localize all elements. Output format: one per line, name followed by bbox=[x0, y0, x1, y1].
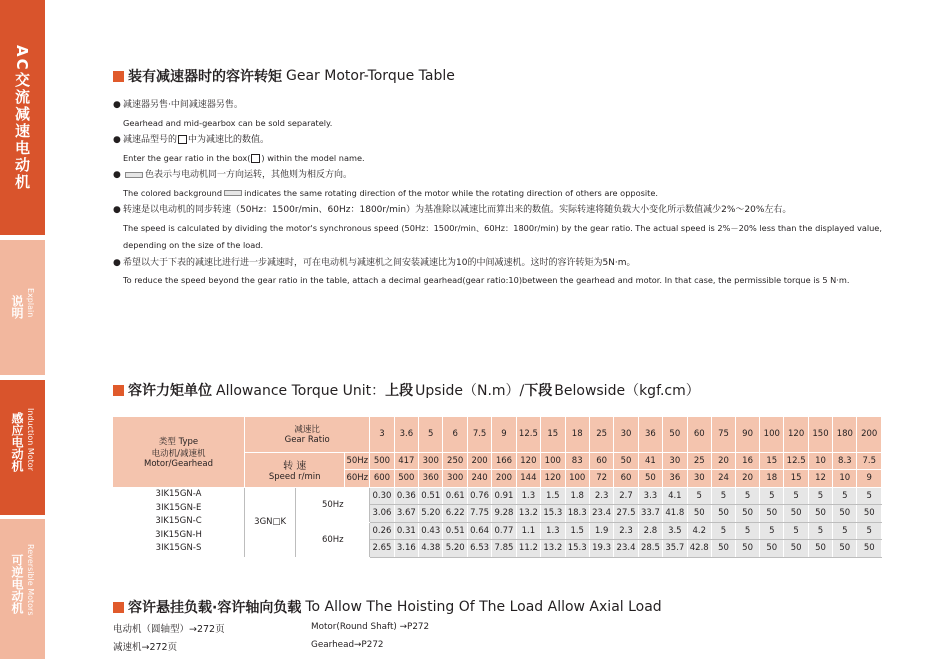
type-sub: 电动机/减速机 bbox=[151, 448, 206, 459]
torque-cell: 11.2 bbox=[516, 540, 540, 558]
torque-cell: 1.8 bbox=[565, 487, 589, 505]
speed50-cell: 200 bbox=[467, 452, 491, 470]
ratio-cell: 6 bbox=[443, 417, 467, 452]
type-en: Motor/Gearhead bbox=[144, 458, 214, 469]
torque-cell: 4.2 bbox=[687, 522, 711, 540]
torque-cell: 5 bbox=[833, 522, 857, 540]
torque-cell: 0.61 bbox=[443, 487, 467, 505]
note-item-en: Gearhead and mid-gearbox can be sold separately. bbox=[123, 117, 333, 128]
motor-models-cell bbox=[113, 487, 245, 557]
note-item: ● 转速是以电动机的同步转速（50Hz：1500r/min、60Hz：1800r/min）为基准除以减速比而算出来的数值。实际转速将随负载大小变化所示数值减少2%～20%左右。 bbox=[113, 205, 792, 215]
ratio-cell: 90 bbox=[736, 417, 760, 452]
torque-cell: 28.5 bbox=[638, 540, 662, 558]
ratio-cell: 36 bbox=[638, 417, 662, 452]
ratio-label-cn: 减速比 bbox=[294, 425, 320, 436]
torque-cell: 1.3 bbox=[516, 487, 540, 505]
torque-cell: 5 bbox=[857, 487, 882, 505]
torque-cell: 0.43 bbox=[419, 522, 443, 540]
torque-cell: 3.06 bbox=[370, 505, 394, 523]
speed50-cell: 15 bbox=[760, 452, 784, 470]
note-item-en: The speed is calculated by dividing the motor's synchronous speed (50Hz：1500r/min、60Hz：1800r/min) by the gear ratio. The actual speed is 2%－20% less than the displayed value, depending on the size of the load. bbox=[123, 222, 882, 250]
ratio-label-en: Gear Ratio bbox=[284, 435, 330, 446]
tab-label: 感应电动机 bbox=[10, 412, 24, 472]
speed50-cell: 100 bbox=[541, 452, 565, 470]
ratio-cell: 12.5 bbox=[516, 417, 540, 452]
torque-cell: 15.3 bbox=[565, 540, 589, 558]
torque-cell: 5.20 bbox=[443, 540, 467, 558]
speed60-cell: 100 bbox=[565, 470, 589, 488]
torque-cell: 42.8 bbox=[687, 540, 711, 558]
torque-cell: 0.91 bbox=[492, 487, 516, 505]
speed50-cell: 8.3 bbox=[833, 452, 857, 470]
section-heading-gear-motor-torque: 装有减速器时的容许转矩 Gear Motor-Torque Table bbox=[113, 66, 455, 86]
torque-cell: 2.3 bbox=[614, 522, 638, 540]
torque-cell: 0.36 bbox=[394, 487, 418, 505]
torque-cell: 3.16 bbox=[394, 540, 418, 558]
torque-cell: 9.28 bbox=[492, 505, 516, 523]
torque-cell: 0.77 bbox=[492, 522, 516, 540]
speed60-cell: 30 bbox=[687, 470, 711, 488]
torque-cell: 7.85 bbox=[492, 540, 516, 558]
ratio-cell: 50 bbox=[663, 417, 687, 452]
torque-cell: 5 bbox=[808, 487, 832, 505]
speed50-cell: 10 bbox=[808, 452, 832, 470]
torque-cell: 5 bbox=[711, 522, 735, 540]
torque-cell: 5 bbox=[833, 487, 857, 505]
motor-model: 3IK15GN-E bbox=[155, 502, 202, 513]
torque-cell: 2.7 bbox=[614, 487, 638, 505]
torque-cell: 2.65 bbox=[370, 540, 394, 558]
square-bullet-icon bbox=[113, 385, 124, 396]
hz60-label: 60Hz bbox=[345, 470, 370, 488]
torque-cell: 5 bbox=[711, 487, 735, 505]
speed60-cell: 36 bbox=[663, 470, 687, 488]
torque-cell: 2.8 bbox=[638, 522, 662, 540]
torque-cell: 50 bbox=[784, 540, 808, 558]
speed60-cell: 600 bbox=[370, 470, 394, 488]
note-item-en: The colored background indicates the same rotating direction of the motor while the rotating direction of others are opposite. bbox=[123, 187, 658, 198]
gearhead-cell: 3GN□K bbox=[245, 487, 296, 557]
tab-label-en: Explain bbox=[26, 288, 35, 318]
ref-gearhead-en[interactable]: Gearhead→P272 bbox=[311, 640, 384, 650]
speed60-cell: 15 bbox=[784, 470, 808, 488]
square-bullet-icon bbox=[113, 71, 124, 82]
speed50-cell: 60 bbox=[589, 452, 613, 470]
torque-cell: 1.5 bbox=[541, 487, 565, 505]
ratio-cell: 150 bbox=[808, 417, 832, 452]
torque-cell: 0.51 bbox=[419, 487, 443, 505]
torque-cell: 1.5 bbox=[565, 522, 589, 540]
ratio-cell: 180 bbox=[833, 417, 857, 452]
tab-explain[interactable] bbox=[0, 240, 45, 375]
ratio-cell: 200 bbox=[857, 417, 882, 452]
speed60-cell: 300 bbox=[443, 470, 467, 488]
gear-ratio-header bbox=[245, 417, 370, 452]
speed60-cell: 500 bbox=[394, 470, 418, 488]
ratio-cell: 3.6 bbox=[394, 417, 418, 452]
hz-label: 50Hz bbox=[296, 487, 370, 522]
speed-label-cn: 转 速 bbox=[283, 461, 307, 472]
speed50-cell: 25 bbox=[687, 452, 711, 470]
ref-gearhead-cn[interactable]: 减速机→272页 bbox=[113, 642, 178, 653]
torque-cell: 50 bbox=[833, 540, 857, 558]
speed50-cell: 41 bbox=[638, 452, 662, 470]
tab-label: AC交流减速电动机 bbox=[13, 45, 31, 191]
notes-list bbox=[113, 97, 888, 290]
note-item-en: Enter the gear ratio in the box( ) within the model name. bbox=[123, 152, 365, 163]
torque-cell: 50 bbox=[784, 505, 808, 523]
ratio-cell: 60 bbox=[687, 417, 711, 452]
torque-cell: 50 bbox=[711, 540, 735, 558]
ratio-cell: 7.5 bbox=[467, 417, 491, 452]
torque-cell: 5 bbox=[687, 487, 711, 505]
ref-motor-cn[interactable]: 电动机（圆轴型）→272页 bbox=[113, 624, 225, 635]
torque-cell: 50 bbox=[857, 505, 882, 523]
type-header bbox=[113, 417, 245, 487]
torque-cell: 50 bbox=[711, 505, 735, 523]
motor-model: 3IK15GN-A bbox=[155, 489, 202, 500]
speed60-cell: 9 bbox=[857, 470, 882, 488]
torque-cell: 0.64 bbox=[467, 522, 491, 540]
speed-label-en: Speed r/min bbox=[268, 472, 321, 482]
note-item: ● 希望以大于下表的减速比进行进一步减速时，可在电动机与减速机之间安装减速比为10的中间减速机。这时的容许转矩为5N·m。 bbox=[113, 257, 636, 268]
torque-cell: 23.4 bbox=[589, 505, 613, 523]
torque-cell: 6.22 bbox=[443, 505, 467, 523]
gray-swatch-icon bbox=[224, 190, 242, 196]
box-icon bbox=[178, 135, 187, 144]
torque-cell: 18.3 bbox=[565, 505, 589, 523]
torque-cell: 35.7 bbox=[663, 540, 687, 558]
torque-cell: 50 bbox=[736, 540, 760, 558]
ratio-cell: 30 bbox=[614, 417, 638, 452]
speed50-cell: 83 bbox=[565, 452, 589, 470]
note-item: ● 色表示与电动机同一方向运转，其他则为相反方向。 bbox=[113, 170, 353, 180]
tab-induction-motor[interactable] bbox=[0, 380, 45, 515]
ratio-cell: 120 bbox=[784, 417, 808, 452]
section-heading-hoisting-load: 容许悬挂负载·容许轴向负载 To Allow The Hoisting Of The Load Allow Axial Load bbox=[113, 597, 662, 617]
torque-cell: 6.53 bbox=[467, 540, 491, 558]
speed50-cell: 500 bbox=[370, 452, 394, 470]
torque-cell: 27.5 bbox=[614, 505, 638, 523]
type-label: 类型 Type bbox=[158, 436, 199, 447]
torque-cell: 1.1 bbox=[516, 522, 540, 540]
tab-label: 可逆电动机 bbox=[10, 554, 24, 614]
ratio-cell: 18 bbox=[565, 417, 589, 452]
torque-cell: 15.3 bbox=[541, 505, 565, 523]
speed50-cell: 16 bbox=[736, 452, 760, 470]
torque-cell: 23.4 bbox=[614, 540, 638, 558]
square-bullet-icon bbox=[113, 602, 124, 613]
ratio-cell: 75 bbox=[711, 417, 735, 452]
tab-label-en: Induction Motor bbox=[26, 408, 35, 471]
hz-label: 60Hz bbox=[296, 522, 370, 557]
ratio-cell: 9 bbox=[492, 417, 516, 452]
torque-cell: 50 bbox=[808, 505, 832, 523]
ratio-cell: 15 bbox=[541, 417, 565, 452]
torque-cell: 3.3 bbox=[638, 487, 662, 505]
speed60-cell: 24 bbox=[711, 470, 735, 488]
torque-cell: 50 bbox=[760, 540, 784, 558]
torque-cell: 5 bbox=[857, 522, 882, 540]
note-item-en: To reduce the speed beyond the gear ratio in the table, attach a decimal gearhead(gear ratio:10)between the gearhead and motor. In that case, the permissible torque is 5 N·m. bbox=[123, 275, 850, 285]
speed50-cell: 20 bbox=[711, 452, 735, 470]
speed50-cell: 12.5 bbox=[784, 452, 808, 470]
torque-cell: 2.3 bbox=[589, 487, 613, 505]
motor-model: 3IK15GN-S bbox=[155, 543, 202, 554]
tab-label-en: Reversible Motors bbox=[26, 544, 35, 616]
tab-ac-gear-motor[interactable] bbox=[0, 0, 45, 235]
torque-cell: 5 bbox=[784, 522, 808, 540]
speed60-cell: 50 bbox=[638, 470, 662, 488]
speed50-cell: 300 bbox=[419, 452, 443, 470]
speed50-cell: 120 bbox=[516, 452, 540, 470]
speed60-cell: 10 bbox=[833, 470, 857, 488]
ratio-cell: 25 bbox=[589, 417, 613, 452]
speed60-cell: 240 bbox=[467, 470, 491, 488]
ratio-cell: 100 bbox=[760, 417, 784, 452]
speed60-cell: 200 bbox=[492, 470, 516, 488]
speed50-cell: 30 bbox=[663, 452, 687, 470]
torque-cell: 0.51 bbox=[443, 522, 467, 540]
speed-header bbox=[245, 452, 345, 487]
speed60-cell: 12 bbox=[808, 470, 832, 488]
speed50-cell: 250 bbox=[443, 452, 467, 470]
tab-label: 说明 bbox=[10, 295, 24, 319]
section-heading-allowance-torque: 容许力矩单位 Allowance Torque Unit： 上段 Upside（N.m）/ 下段 Belowside（kgf.cm） bbox=[113, 380, 700, 400]
speed60-cell: 18 bbox=[760, 470, 784, 488]
speed60-cell: 72 bbox=[589, 470, 613, 488]
torque-cell: 1.3 bbox=[541, 522, 565, 540]
motor-model: 3IK15GN-H bbox=[155, 529, 202, 540]
note-item: ● 减速品型号的 中为减速比的数值。 bbox=[113, 135, 270, 145]
gray-swatch-icon bbox=[125, 172, 143, 178]
torque-cell: 50 bbox=[687, 505, 711, 523]
torque-cell: 1.9 bbox=[589, 522, 613, 540]
torque-cell: 41.8 bbox=[663, 505, 687, 523]
speed60-cell: 20 bbox=[736, 470, 760, 488]
torque-cell: 50 bbox=[808, 540, 832, 558]
torque-cell: 19.3 bbox=[589, 540, 613, 558]
torque-cell: 50 bbox=[736, 505, 760, 523]
torque-cell: 5 bbox=[808, 522, 832, 540]
speed60-cell: 60 bbox=[614, 470, 638, 488]
tab-reversible-motors[interactable] bbox=[0, 519, 45, 659]
torque-cell: 13.2 bbox=[541, 540, 565, 558]
torque-cell: 50 bbox=[760, 505, 784, 523]
torque-cell: 5 bbox=[784, 487, 808, 505]
torque-cell: 4.1 bbox=[663, 487, 687, 505]
torque-cell: 4.38 bbox=[419, 540, 443, 558]
speed60-cell: 360 bbox=[419, 470, 443, 488]
note-item: ● 减速器另售·中间减速器另售。 bbox=[113, 100, 243, 110]
torque-cell: 0.26 bbox=[370, 522, 394, 540]
torque-cell: 7.75 bbox=[467, 505, 491, 523]
torque-cell: 0.31 bbox=[394, 522, 418, 540]
torque-cell: 0.30 bbox=[370, 487, 394, 505]
torque-cell: 5 bbox=[760, 487, 784, 505]
torque-cell: 50 bbox=[857, 540, 882, 558]
hz50-label: 50Hz bbox=[345, 452, 370, 470]
ref-motor-en[interactable]: Motor(Round Shaft) →P272 bbox=[311, 622, 430, 632]
torque-cell: 13.2 bbox=[516, 505, 540, 523]
speed60-cell: 120 bbox=[541, 470, 565, 488]
torque-cell: 33.7 bbox=[638, 505, 662, 523]
speed60-cell: 144 bbox=[516, 470, 540, 488]
torque-cell: 3.5 bbox=[663, 522, 687, 540]
ratio-cell: 3 bbox=[370, 417, 394, 452]
speed50-cell: 417 bbox=[394, 452, 418, 470]
torque-cell: 5 bbox=[760, 522, 784, 540]
torque-cell: 3.67 bbox=[394, 505, 418, 523]
torque-cell: 5.20 bbox=[419, 505, 443, 523]
torque-cell: 50 bbox=[833, 505, 857, 523]
speed50-cell: 50 bbox=[614, 452, 638, 470]
torque-cell: 5 bbox=[736, 522, 760, 540]
torque-cell: 5 bbox=[736, 487, 760, 505]
ratio-cell: 5 bbox=[419, 417, 443, 452]
torque-table bbox=[113, 417, 882, 558]
torque-cell: 0.76 bbox=[467, 487, 491, 505]
speed50-cell: 7.5 bbox=[857, 452, 882, 470]
speed50-cell: 166 bbox=[492, 452, 516, 470]
box-icon bbox=[251, 154, 260, 163]
motor-model: 3IK15GN-C bbox=[155, 516, 202, 527]
